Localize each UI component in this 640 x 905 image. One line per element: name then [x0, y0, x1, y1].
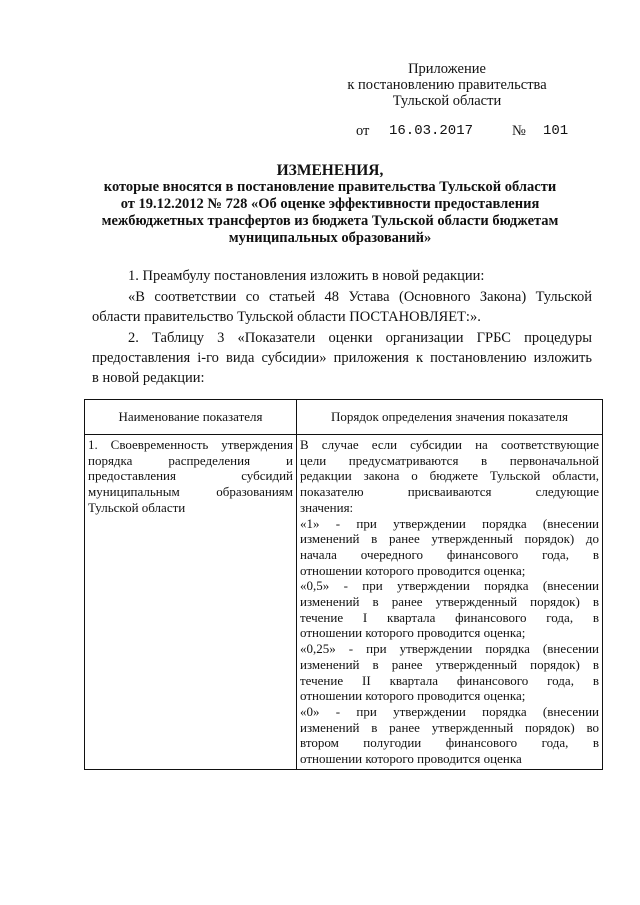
- indicator-cell: [85, 435, 297, 770]
- date-from-label: от: [356, 123, 370, 139]
- paragraph-text: 2. Таблицу 3 «Показатели оценки организации ГРБС процедуры: [128, 330, 592, 346]
- title-main: ИЗМЕНЕНИЯ,: [276, 162, 384, 179]
- cell-text: цели предусматриваются в первоначальной: [300, 452, 599, 468]
- paragraph-2: [92, 287, 592, 327]
- cell-text: значения:: [300, 499, 354, 515]
- title-line: от 19.12.2012 № 728 «Об оценке эффективности предоставления: [120, 196, 540, 212]
- cell-text: течение I квартала финансового года, в: [300, 609, 599, 625]
- cell-text: «0,25» - при утверждении порядка (внесении: [300, 641, 599, 657]
- cell-text: предоставления субсидий: [88, 468, 293, 484]
- cell-text: отношении которого проводится оценка: [300, 751, 522, 767]
- method-cell: [297, 435, 603, 770]
- column-header: Порядок определения значения показателя: [297, 400, 603, 435]
- title-line: которые вносятся в постановление правительства Тульской области: [103, 179, 557, 195]
- cell-text: редакции закона о бюджете Тульской области,: [300, 468, 599, 484]
- title-line: муниципальных образований»: [228, 230, 432, 246]
- decree-date: 16.03.2017: [389, 123, 474, 139]
- cell-text: «0» - при утверждении порядка (внесении: [300, 703, 599, 719]
- cell-text: втором полугодии финансового года, в: [300, 735, 599, 751]
- cell-text: показателю присваиваются следующие: [300, 484, 599, 500]
- appendix-line: Приложение: [408, 61, 486, 77]
- cell-text: изменений в ранее утвержденный порядок) до: [300, 531, 599, 547]
- paragraph-text: в новой редакции:: [92, 370, 205, 386]
- cell-text: «0,5» - при утверждении порядка (внесении: [300, 578, 599, 594]
- number-label: №: [512, 123, 526, 139]
- cell-text: изменений в ранее утвержденный порядок) в: [300, 594, 599, 610]
- paragraph-text: области правительство Тульской области ПОСТАНОВЛЯЕТ:».: [92, 309, 481, 325]
- cell-text: муниципальным образованиям: [88, 484, 293, 500]
- indicators-table: [84, 399, 603, 770]
- table-row: [85, 435, 603, 770]
- appendix-header: [320, 61, 574, 109]
- cell-text: изменений в ранее утвержденный порядок) в: [300, 656, 599, 672]
- cell-text: отношении которого проводится оценка;: [300, 562, 526, 578]
- cell-text: отношении которого проводится оценка;: [300, 625, 526, 641]
- paragraph-text: предоставления i-го вида субсидии» приложения к постановлению изложить: [92, 350, 592, 366]
- cell-text: начала очередного финансового года, в: [300, 546, 599, 562]
- title-line: межбюджетных трансфертов из бюджета Тульской области бюджетам: [101, 213, 559, 229]
- cell-text: «1» - при утверждении порядка (внесении: [300, 515, 599, 531]
- appendix-line: Тульской области: [392, 93, 502, 109]
- cell-text: порядка распределения и: [88, 452, 293, 468]
- paragraph-1: [128, 266, 592, 286]
- cell-text: Тульской области: [88, 499, 186, 515]
- column-header: Наименование показателя: [85, 400, 297, 435]
- cell-text: В случае если субсидии на соответствующие: [300, 437, 599, 452]
- cell-text: отношении которого проводится оценка;: [300, 688, 526, 704]
- paragraph-3: [92, 328, 592, 388]
- cell-text: течение II квартала финансового года, в: [300, 672, 599, 688]
- document-title: [84, 162, 576, 247]
- table-header-row: [85, 400, 603, 435]
- cell-text: изменений в ранее утвержденный порядок) во: [300, 719, 599, 735]
- paragraph-text: 1. Преамбулу постановления изложить в новой редакции:: [128, 268, 485, 284]
- appendix-line: к постановлению правительства: [347, 77, 547, 93]
- decree-number: 101: [543, 123, 569, 139]
- paragraph-text: «В соответствии со статьей 48 Устава (Основного Закона) Тульской: [128, 289, 592, 305]
- cell-text: 1. Своевременность утверждения: [88, 437, 293, 452]
